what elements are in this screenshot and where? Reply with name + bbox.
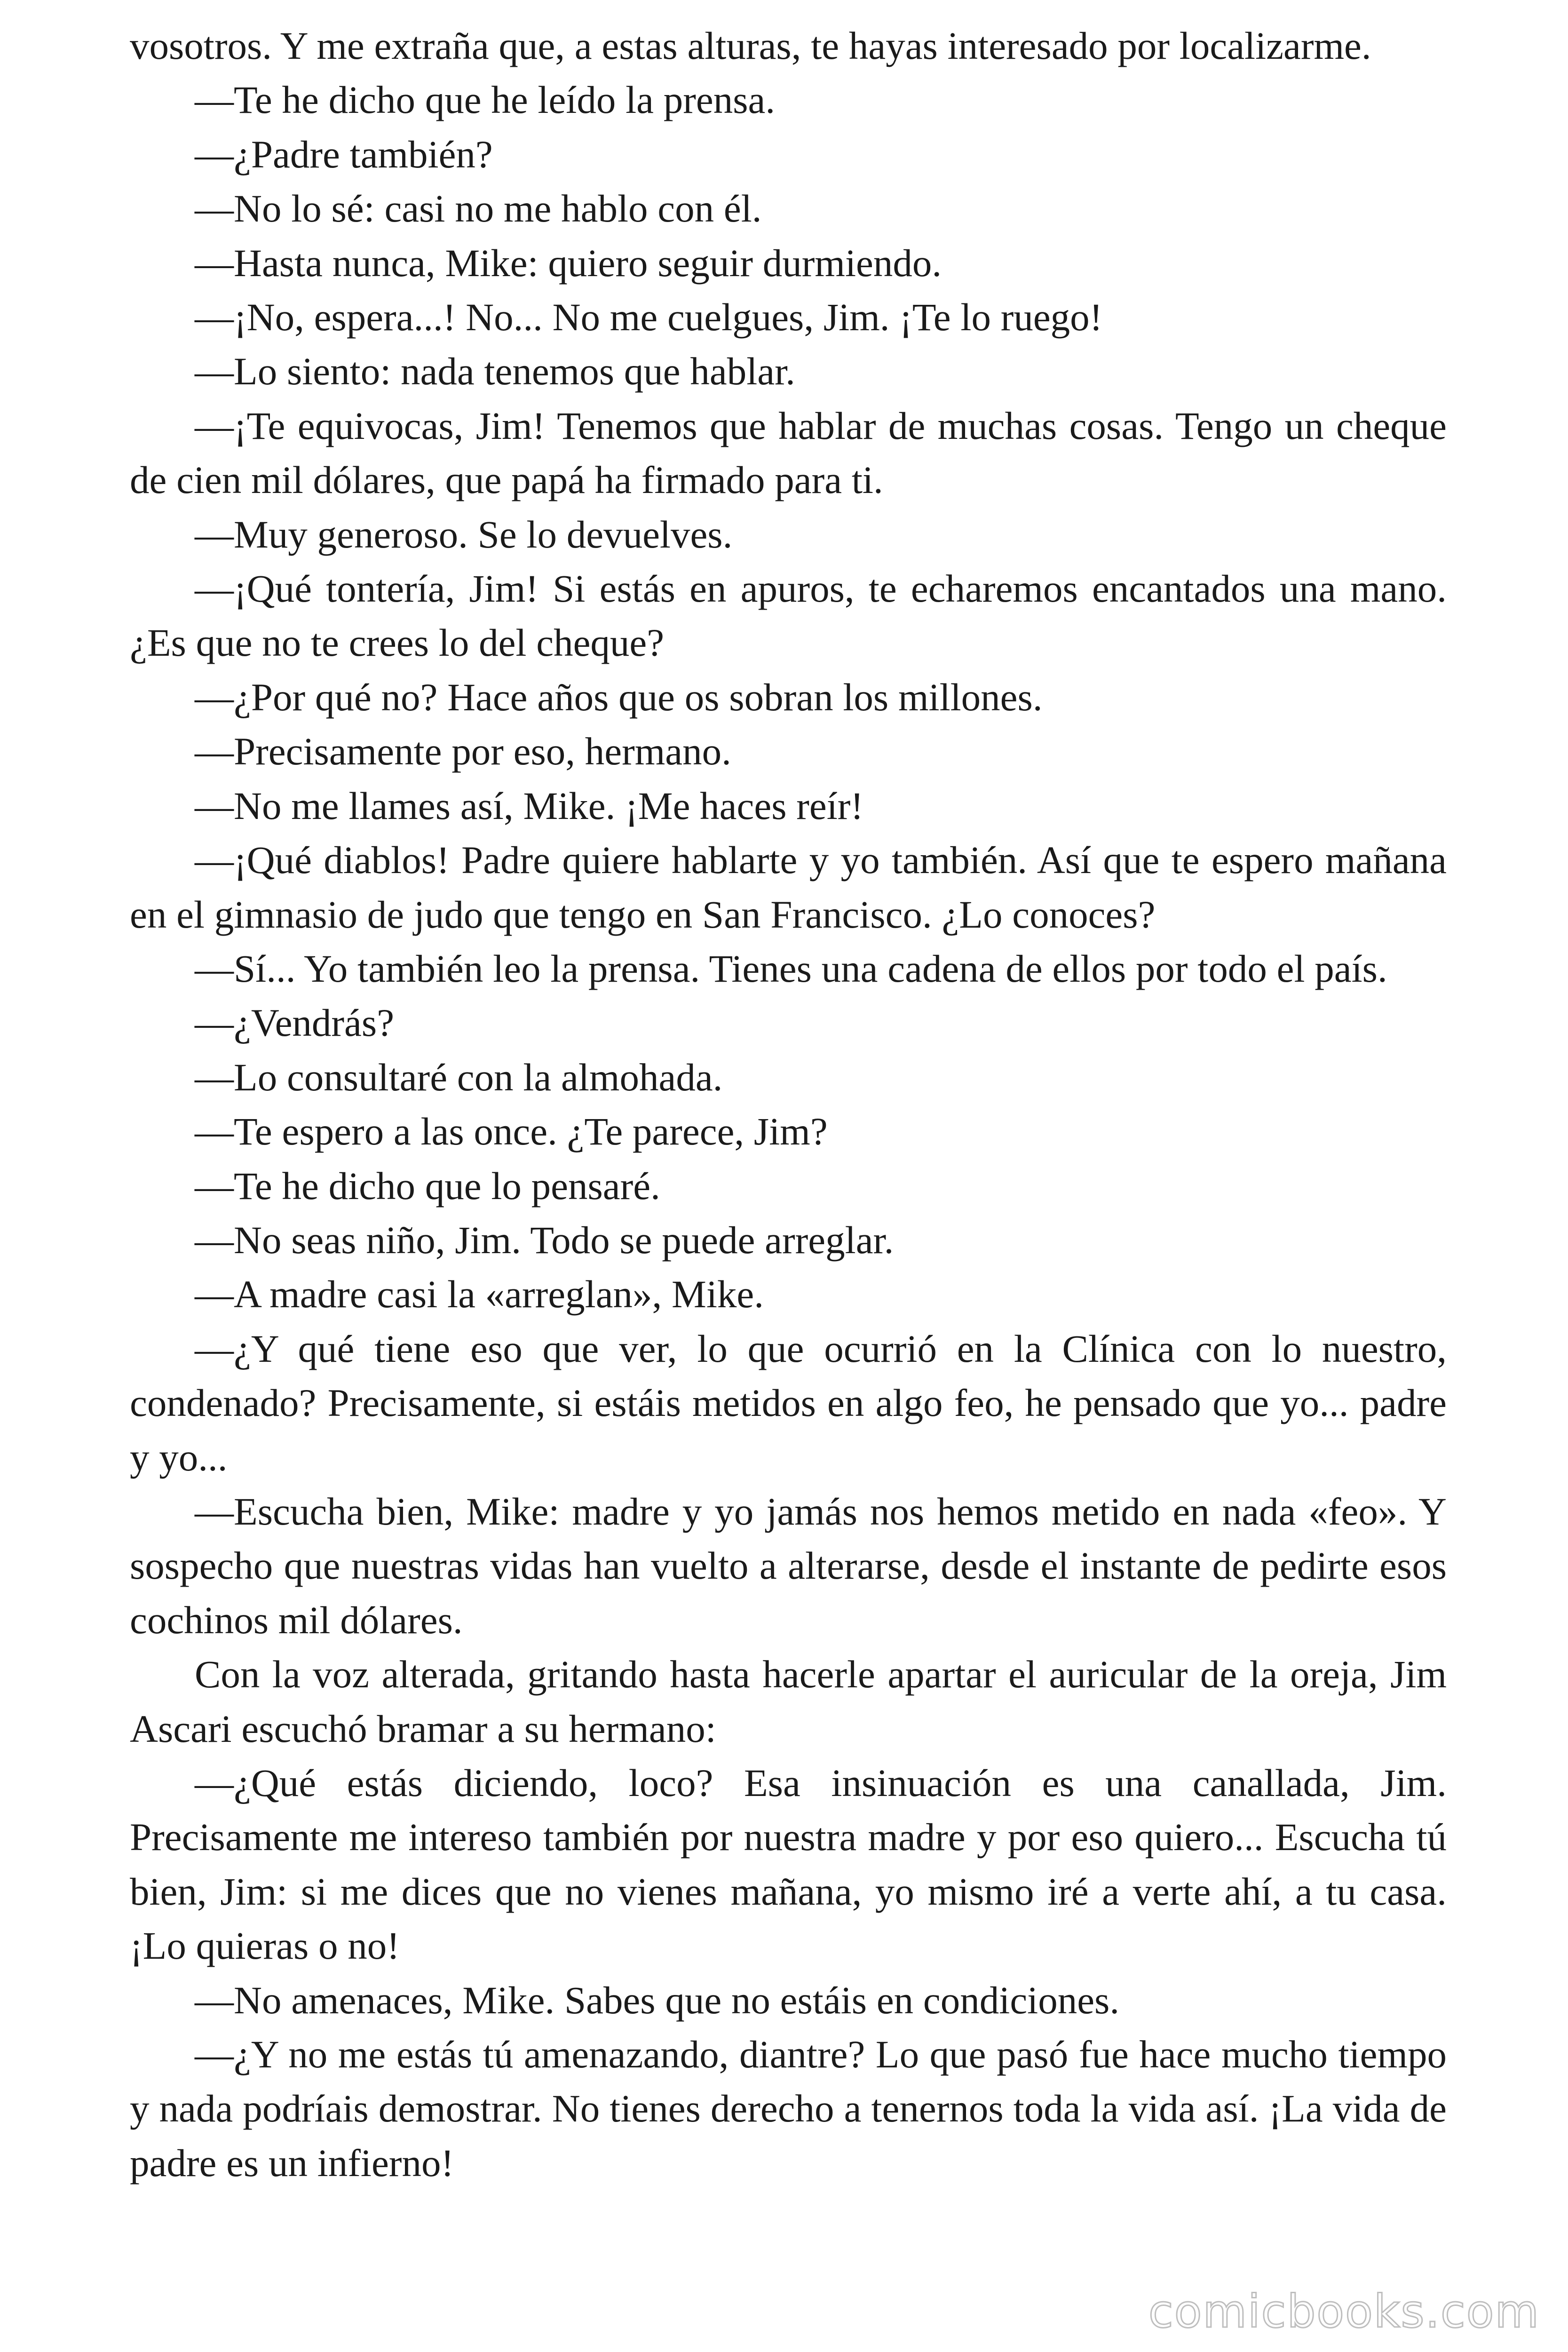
paragraph: —¡No, espera...! No... No me cuelgues, Jim. ¡Te lo ruego!	[195, 295, 1103, 339]
paragraph: vosotros. Y me extraña que, a estas alturas, te hayas interesado por localizarme.	[130, 24, 1371, 67]
paragraph: —¿Y no me estás tú amenazando, diantre? Lo que pasó fue hace mucho tiempo y nada podríais demostrar. No tienes derecho a tenernos toda la vida así. ¡La vida de padre es un infierno!	[130, 2033, 1447, 2185]
paragraph: —A madre casi la «arreglan», Mike.	[195, 1272, 764, 1316]
paragraph: —Precisamente por eso, hermano.	[195, 730, 731, 773]
paragraph: —Te he dicho que lo pensaré.	[195, 1164, 660, 1208]
paragraph: —Sí... Yo también leo la prensa. Tienes una cadena de ellos por todo el país.	[195, 946, 1387, 990]
paragraph: —¡Qué tontería, Jim! Si estás en apuros, te echaremos encantados una mano. ¿Es que no te crees lo del cheque?	[130, 567, 1447, 665]
paragraph: —No me llames así, Mike. ¡Me haces reír!	[195, 784, 864, 827]
paragraph: —¡Qué diablos! Padre quiere hablarte y yo también. Así que te espero mañana en el gimnasio de judo que tengo en San Francisco. ¿Lo conoces?	[130, 838, 1447, 936]
watermark: comicbooks.com	[1148, 2285, 1540, 2338]
paragraph: —Lo siento: nada tenemos que hablar.	[195, 350, 795, 393]
paragraph: —Te espero a las once. ¿Te parece, Jim?	[195, 1110, 828, 1153]
paragraph: —Lo consultaré con la almohada.	[195, 1055, 723, 1099]
paragraph: —Escucha bien, Mike: madre y yo jamás nos hemos metido en nada «feo». Y sospecho que nuestras vidas han vuelto a alterarse, desde el instante de pedirte esos cochinos mil dólares.	[130, 1489, 1447, 1642]
paragraph: Con la voz alterada, gritando hasta hacerle apartar el auricular de la oreja, Jim Ascari escuchó bramar a su hermano:	[130, 1653, 1447, 1750]
paragraph: —Muy generoso. Se lo devuelves.	[195, 512, 733, 556]
paragraph: —Te he dicho que he leído la prensa.	[195, 78, 776, 122]
paragraph: —No amenaces, Mike. Sabes que no estáis en condiciones.	[195, 1978, 1120, 2022]
paragraph: —¿Vendrás?	[195, 1001, 395, 1045]
paragraph: —Hasta nunca, Mike: quiero seguir durmiendo.	[195, 241, 942, 285]
paragraph: —¿Y qué tiene eso que ver, lo que ocurrió en la Clínica con lo nuestro, condenado? Precisamente, si estáis metidos en algo feo, he pensado que yo... padre y yo...	[130, 1327, 1447, 1479]
paragraph: —¡Te equivocas, Jim! Tenemos que hablar de muchas cosas. Tengo un cheque de cien mil dólares, que papá ha firmado para ti.	[130, 404, 1447, 502]
paragraph: —¿Por qué no? Hace años que os sobran los millones.	[195, 675, 1043, 719]
paragraph: —No lo sé: casi no me hablo con él.	[195, 187, 762, 230]
paragraph: —¿Qué estás diciendo, loco? Esa insinuación es una canallada, Jim. Precisamente me intereso también por nuestra madre y por eso quiero... Escucha tú bien, Jim: si me dices que no vienes mañana, yo mismo iré a verte ahí, a tu casa. ¡Lo quieras o no!	[130, 1761, 1447, 1968]
page-body-text	[130, 19, 1447, 2190]
paragraph: —¿Padre también?	[195, 132, 493, 176]
paragraph: —No seas niño, Jim. Todo se puede arreglar.	[195, 1218, 894, 1262]
